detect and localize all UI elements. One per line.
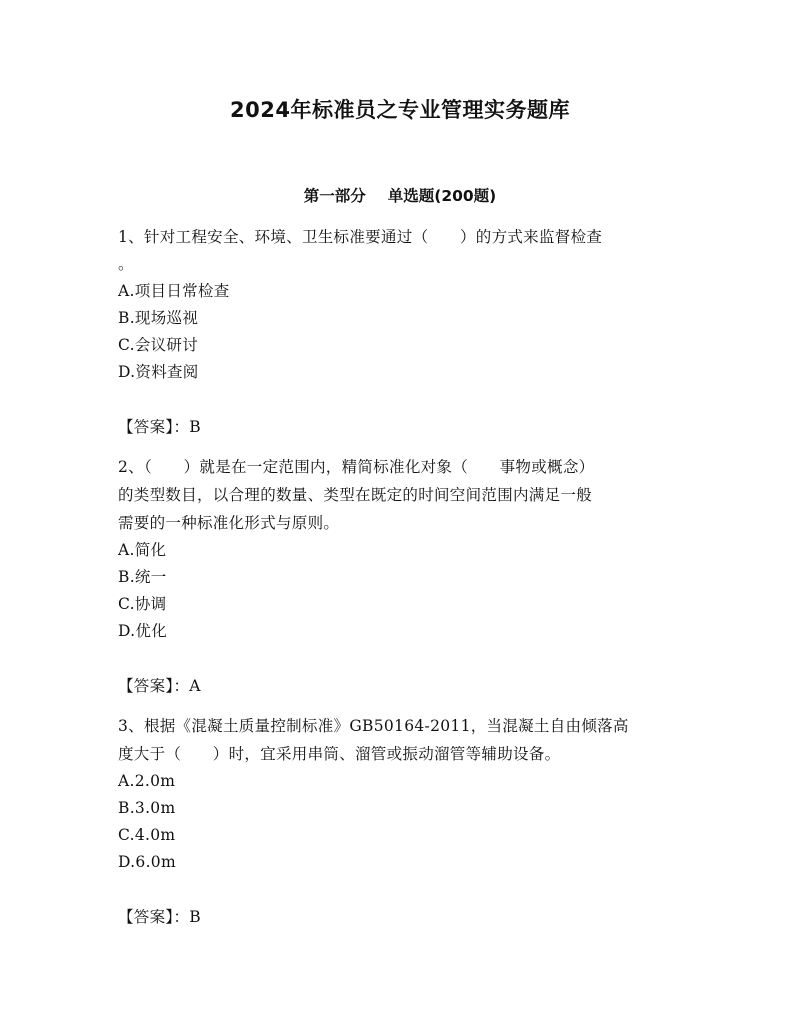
question-1-option-a: A.项目日常检查: [118, 282, 230, 300]
question-1-option-c: C.会议研讨: [118, 336, 199, 354]
question-2-option-a: A.简化: [118, 541, 167, 559]
question-2-answer: [118, 675, 688, 697]
answer-label: 【答案】：: [118, 908, 190, 926]
question-2-option-d: D.优化: [118, 622, 168, 640]
answer-label: 【答案】：: [118, 418, 190, 436]
question-3-option-d: D.6.0m: [118, 853, 176, 871]
question-2-option-c: C.协调: [118, 595, 167, 613]
section-part: 第一部分: [303, 187, 366, 205]
question-3-answer: [118, 906, 688, 928]
question-2-option-b: B.统一: [118, 568, 167, 586]
document-title: 2024年标准员之专业管理实务题库: [230, 98, 570, 122]
answer-value: A: [189, 677, 201, 695]
question-2-stem-line-1: 2、（ ）就是在一定范围内，精简标准化对象（ 事物或概念）: [118, 458, 595, 476]
answer-label: 【答案】：: [118, 677, 190, 695]
answer-value: B: [189, 418, 201, 436]
question-1-stem-line-1: 1、针对工程安全、环境、卫生标准要通过（ ）的方式来监督检查: [118, 228, 603, 246]
section-heading: [0, 184, 800, 206]
question-2-stem-line-3: 需要的一种标准化形式与原则。: [118, 514, 340, 532]
question-3-stem-line-2: 度大于（ ）时，宜采用串筒、溜管或振动溜管等辅助设备。: [118, 745, 561, 763]
question-3-stem-line-1: 3、根据《混凝土质量控制标准》GB50164-2011，当混凝土自由倾落高: [118, 717, 629, 735]
question-3-option-a: A.2.0m: [118, 772, 176, 790]
section-name: 单选题(200题): [387, 187, 497, 205]
question-1-option-b: B.现场巡视: [118, 309, 199, 327]
question-2-stem-line-2: 的类型数目，以合理的数量、类型在既定的时间空间范围内满足一般: [118, 486, 593, 504]
question-1-stem-line-2: 。: [118, 255, 134, 273]
question-1-option-d: D.资料查阅: [118, 363, 199, 381]
question-1-answer: [118, 416, 688, 438]
answer-value: B: [189, 908, 201, 926]
question-3-option-b: B.3.0m: [118, 799, 176, 817]
question-3-option-c: C.4.0m: [118, 826, 176, 844]
